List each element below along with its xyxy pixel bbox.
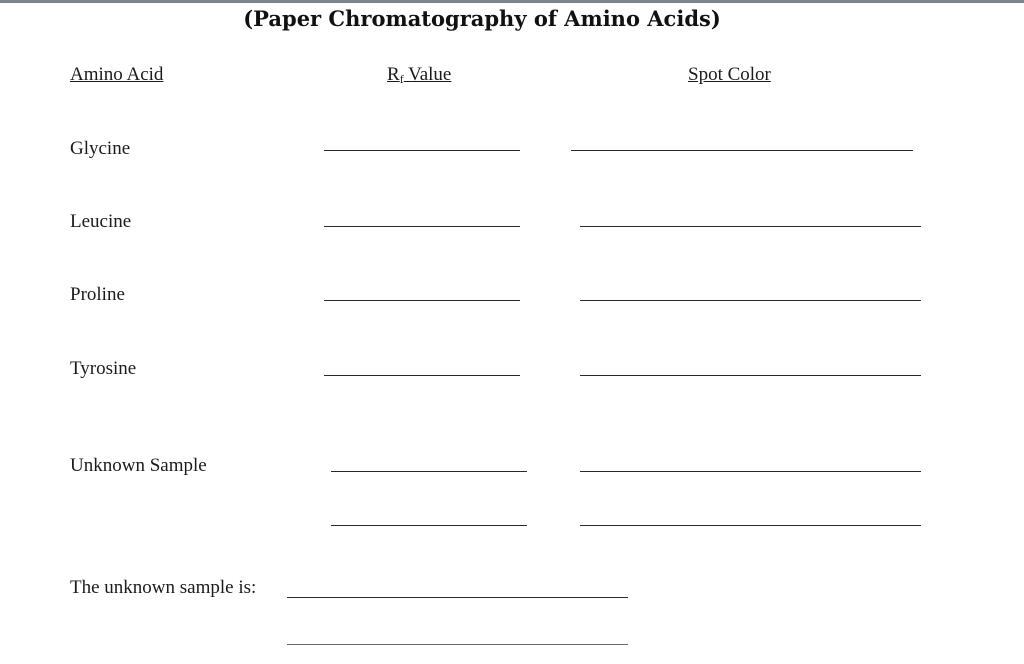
- proline-rf-blank[interactable]: [324, 300, 520, 301]
- conclusion-label: The unknown sample is:: [70, 577, 257, 598]
- row-label-unknown-sample: Unknown Sample: [70, 455, 207, 476]
- unknown-color-blank-1[interactable]: [580, 471, 921, 472]
- glycine-color-blank[interactable]: [571, 150, 913, 151]
- row-label-glycine: Glycine: [70, 138, 131, 159]
- tyrosine-color-blank[interactable]: [580, 375, 921, 376]
- column-header-amino-acid: Amino Acid: [70, 64, 164, 85]
- conclusion-blank-1[interactable]: [287, 597, 628, 598]
- row-label-proline: Proline: [70, 284, 125, 305]
- glycine-rf-blank[interactable]: [324, 150, 520, 151]
- page-top-border: [0, 0, 1024, 3]
- unknown-rf-blank-2[interactable]: [331, 525, 527, 526]
- leucine-rf-blank[interactable]: [324, 226, 520, 227]
- row-label-leucine: Leucine: [70, 211, 132, 232]
- page-title: (Paper Chromatography of Amino Acids): [243, 6, 721, 31]
- conclusion-blank-2[interactable]: [287, 644, 628, 645]
- unknown-color-blank-2[interactable]: [580, 525, 921, 526]
- row-label-tyrosine: Tyrosine: [70, 358, 137, 379]
- column-header-rf-value: $R_f$ Value: [387, 64, 452, 86]
- proline-color-blank[interactable]: [580, 300, 921, 301]
- tyrosine-rf-blank[interactable]: [324, 375, 520, 376]
- unknown-rf-blank-1[interactable]: [331, 471, 527, 472]
- column-header-spot-color: Spot Color: [688, 64, 771, 85]
- leucine-color-blank[interactable]: [580, 226, 921, 227]
